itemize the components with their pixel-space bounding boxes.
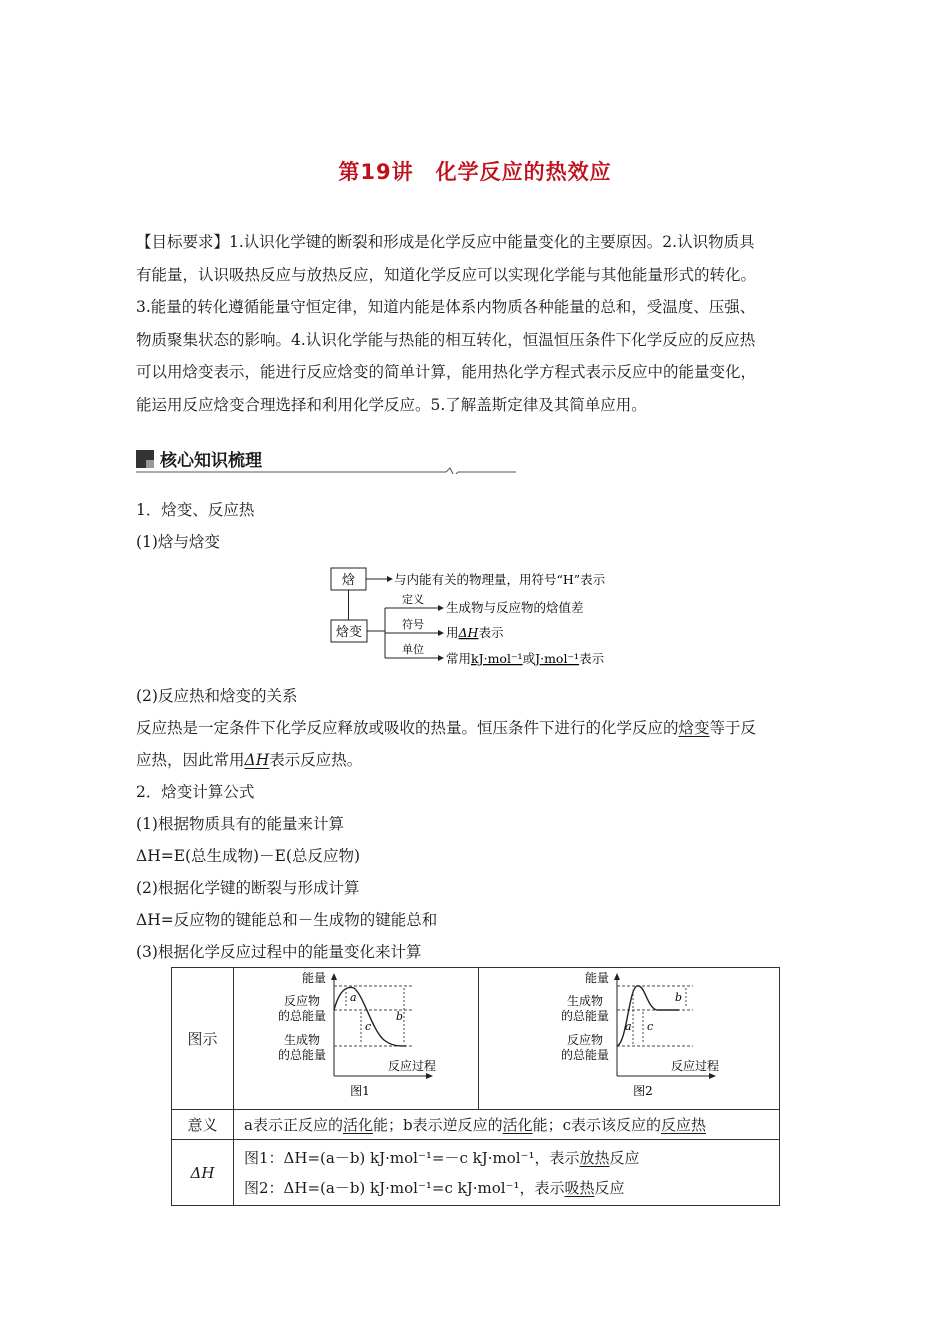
- energy-table: [171, 967, 780, 1206]
- objective-line: 物质聚集状态的影响。4.认识化学能与热能的相互转化，恒温恒压条件下化学反应的反应热: [136, 330, 756, 349]
- page-title: 第19讲 化学反应的热效应: [338, 160, 612, 184]
- svg-text:生成物: 生成物: [283, 1033, 321, 1047]
- objective-line: 有能量，认识吸热反应与放热反应，知道化学反应可以实现化学能与其他能量形式的转化。: [136, 265, 757, 284]
- svg-text:的总能量: 的总能量: [560, 1048, 610, 1062]
- svg-text:a: a: [350, 991, 357, 1004]
- box-enthalpy-change-label: 焓变: [335, 625, 363, 640]
- label-definition: 定义: [402, 593, 424, 606]
- meaning-cell: a表示正反应的活化能；b表示逆反应的活化能；c表示该反应的反应热: [234, 1110, 780, 1140]
- objective-line: 能运用反应焓变合理选择和利用化学反应。5.了解盖斯定律及其简单应用。: [136, 395, 647, 414]
- enthalpy-desc: 与内能有关的物理量，用符号“H”表示: [394, 572, 606, 587]
- svg-text:c: c: [365, 1020, 372, 1033]
- subsection-2c: (3)根据化学反应过程中的能量变化来计算: [136, 943, 422, 961]
- svg-text:反应物: 反应物: [566, 1033, 604, 1047]
- unit-text: 常用kJ·mol⁻¹或J·mol⁻¹表示: [446, 651, 605, 666]
- section-heading-text: 核心知识梳理: [160, 451, 262, 471]
- objective-line: 3.能量的转化遵循能量守恒定律，知道内能是体系内物质各种能量的总和，受温度、压强、: [136, 298, 756, 316]
- objective-line: 1.认识化学键的断裂和形成是化学反应中能量变化的主要原因。2.认识物质具: [229, 233, 755, 251]
- svg-text:图1: 图1: [350, 1084, 370, 1098]
- box-enthalpy-label: 焓: [341, 573, 356, 588]
- enthalpy-concept-diagram: [330, 565, 630, 675]
- subsection-1a: (1)焓与焓变: [136, 533, 220, 551]
- delta-h-cell: [234, 1140, 780, 1206]
- svg-text:能量: 能量: [301, 971, 327, 985]
- label-symbol: 符号: [402, 618, 424, 631]
- svg-text:a: a: [625, 1020, 632, 1033]
- subsection-2b: (2)根据化学键的断裂与形成计算: [136, 879, 360, 897]
- figure-2-cell: [479, 968, 780, 1110]
- row-head-delta-h: ΔH: [172, 1140, 234, 1206]
- svg-text:b: b: [396, 1010, 404, 1023]
- label-unit: 单位: [402, 643, 424, 656]
- row-head-meaning: 意义: [172, 1110, 234, 1140]
- svg-text:反应过程: 反应过程: [670, 1059, 720, 1073]
- svg-text:能量: 能量: [584, 971, 610, 985]
- section-heading: [136, 444, 521, 474]
- formula-2: ΔH=反应物的键能总和－生成物的键能总和: [136, 911, 438, 929]
- formula-1: ΔH=E(总生成物)－E(总反应物): [136, 847, 361, 865]
- energy-figure-1: [234, 968, 478, 1109]
- symbol-text: 用ΔH表示: [446, 625, 504, 640]
- delta-h-line-2: 图2：ΔH=(a－b) kJ·mol⁻¹=c kJ·mol⁻¹，表示吸热反应: [244, 1178, 625, 1197]
- objectives-tag: 【目标要求】: [136, 233, 230, 251]
- section-2-title: 2．焓变计算公式: [136, 783, 255, 801]
- objective-line: 可以用焓变表示，能进行反应焓变的简单计算，能用热化学方程式表示反应中的能量变化，: [136, 363, 757, 381]
- subsection-1b: (2)反应热和焓变的关系: [136, 687, 298, 705]
- svg-text:的总能量: 的总能量: [277, 1048, 327, 1062]
- definition-text: 生成物与反应物的焓值差: [446, 600, 584, 615]
- section-1-title: 1．焓变、反应热: [136, 501, 255, 519]
- svg-text:生成物: 生成物: [566, 994, 604, 1008]
- svg-text:b: b: [675, 991, 683, 1004]
- figure-1-cell: [234, 968, 479, 1110]
- svg-text:图2: 图2: [633, 1084, 653, 1098]
- svg-text:的总能量: 的总能量: [560, 1009, 610, 1023]
- svg-text:的总能量: 的总能量: [277, 1009, 327, 1023]
- objectives-block: [136, 226, 826, 421]
- subsection-2a: (1)根据物质具有的能量来计算: [136, 815, 344, 833]
- paragraph-line-2: 应热，因此常用ΔH表示反应热。: [136, 751, 363, 769]
- energy-figure-2: [479, 968, 779, 1109]
- paragraph-line-1: 反应热是一定条件下化学反应释放或吸收的热量。恒压条件下进行的化学反应的焓变等于反: [136, 719, 757, 737]
- svg-text:反应过程: 反应过程: [387, 1059, 437, 1073]
- delta-h-line-1: 图1：ΔH=(a－b) kJ·mol⁻¹=－c kJ·mol⁻¹，表示放热反应: [244, 1148, 640, 1167]
- svg-text:反应物: 反应物: [283, 994, 321, 1008]
- svg-text:c: c: [647, 1020, 654, 1033]
- row-head-figure: 图示: [172, 968, 234, 1110]
